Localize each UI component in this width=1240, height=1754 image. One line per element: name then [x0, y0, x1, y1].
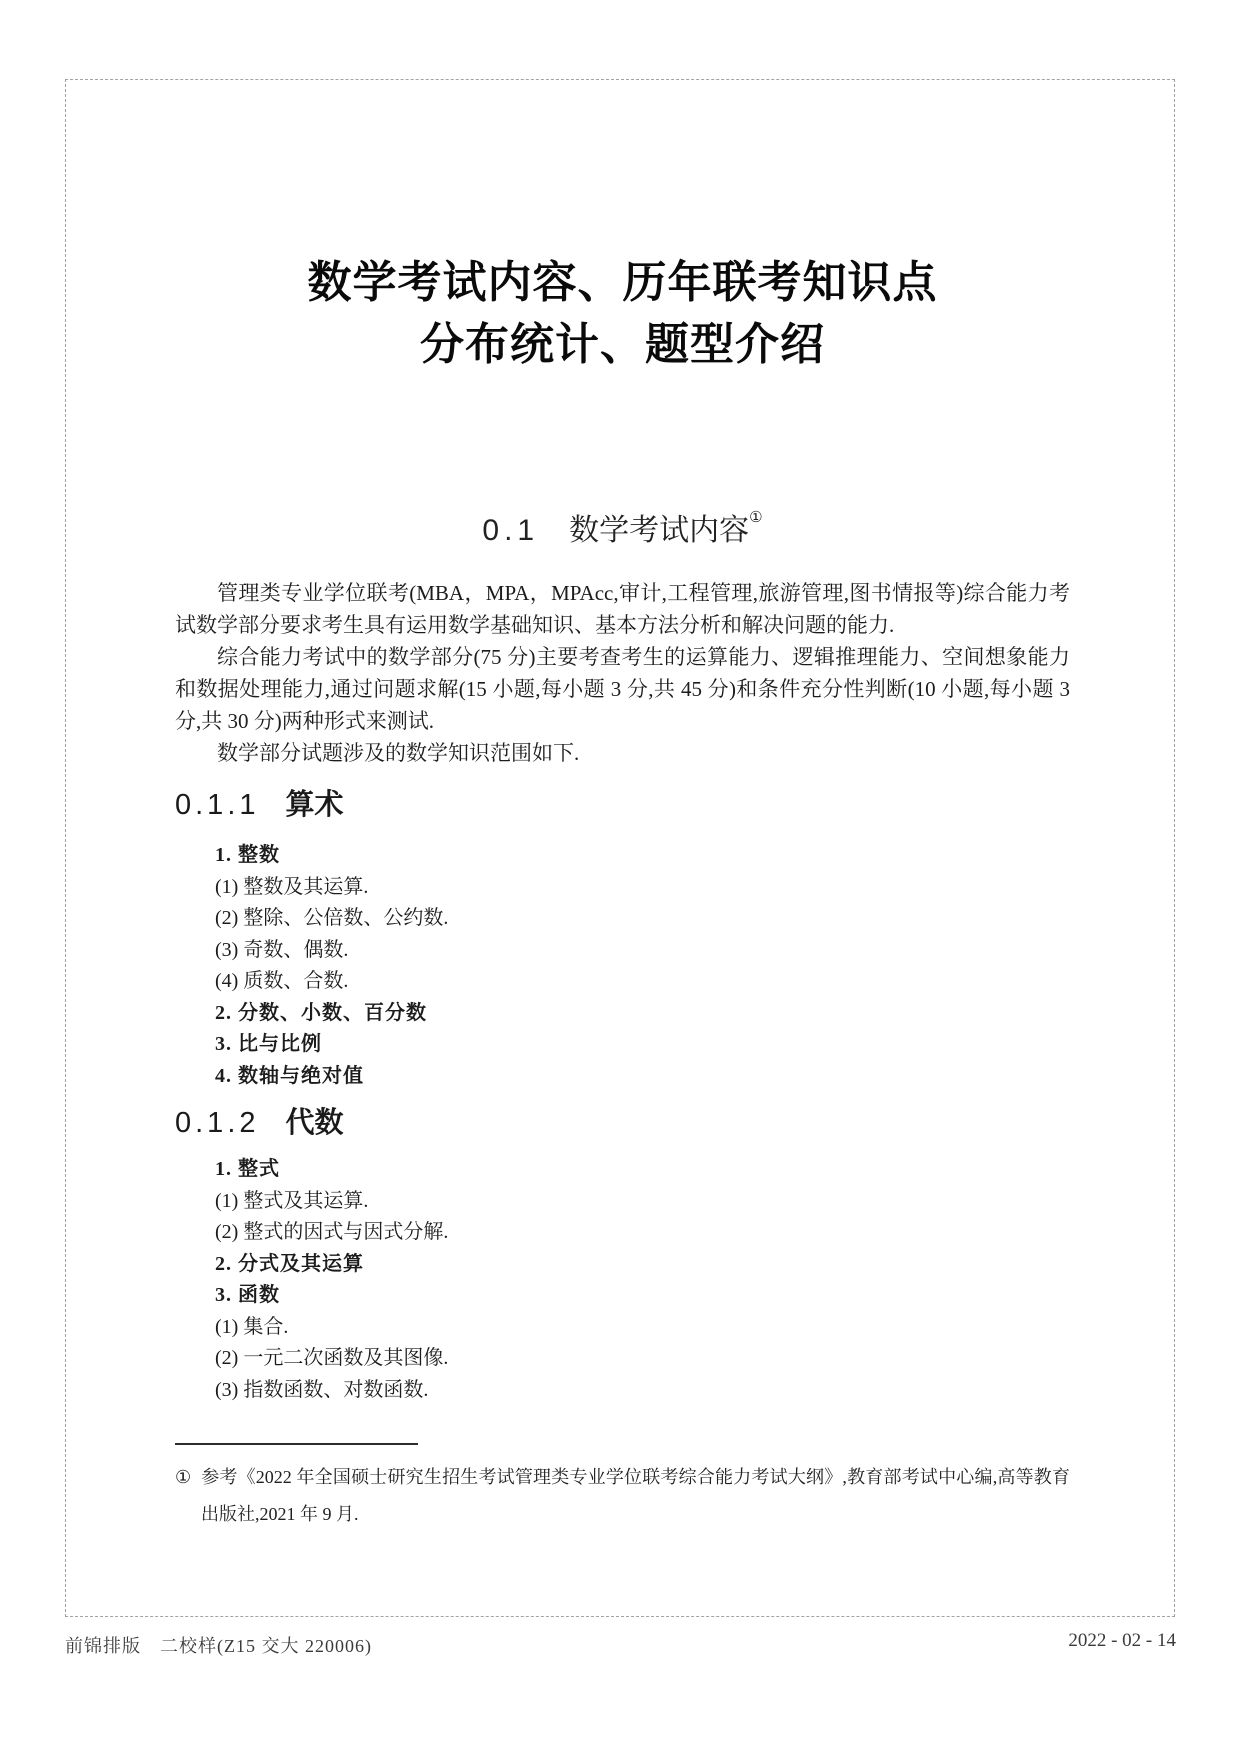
footnote-reference-mark: ①: [749, 509, 763, 526]
section-number: 0.1: [482, 514, 540, 547]
list-item: (3) 奇数、偶数.: [215, 938, 349, 961]
list-item: 1. 整数: [215, 844, 280, 866]
section-heading: [175, 498, 1070, 551]
list-item: (1) 集合.: [215, 1315, 289, 1338]
chapter-title-line2: 分布统计、题型介绍: [420, 320, 825, 369]
subsection-title: 算术: [285, 789, 344, 821]
subsection-heading-arithmetic: [175, 786, 1070, 824]
subsection-title: 代数: [285, 1107, 344, 1139]
subsection-heading-algebra: [175, 1104, 1070, 1142]
list-item: (2) 一元二次函数及其图像.: [215, 1347, 449, 1369]
page-content: [175, 0, 1070, 1533]
knowledge-list-algebra: [215, 1154, 1070, 1406]
footnote-text: 参考《2022 年全国硕士研究生招生考试管理类专业学位联考综合能力考试大纲》,教育部考试中心编,高等教育出版社,2021 年 9 月.: [201, 1467, 1070, 1524]
footnote-marker: ①: [175, 1467, 192, 1487]
chapter-title-line1: 数学考试内容、历年联考知识点: [307, 258, 938, 307]
list-item: (2) 整除、公倍数、公约数.: [215, 907, 449, 929]
list-item: (4) 质数、合数.: [215, 970, 349, 992]
footnote: [175, 1459, 1070, 1533]
list-item: 3. 函数: [215, 1284, 280, 1306]
list-item: 2. 分式及其运算: [215, 1252, 364, 1275]
subsection-number: 0.1.2: [175, 1107, 260, 1139]
list-item: 4. 数轴与绝对值: [215, 1064, 364, 1087]
list-item: 3. 比与比例: [215, 1033, 322, 1055]
footer-date: 2022 - 02 - 14: [1068, 1630, 1176, 1651]
knowledge-list-arithmetic: [215, 840, 1070, 1092]
list-item: (3) 指数函数、对数函数.: [215, 1378, 429, 1401]
chapter-title: [175, 252, 1070, 376]
paragraph: 数学部分试题涉及的数学知识范围如下.: [217, 741, 580, 765]
footnote-divider: [175, 1443, 418, 1445]
paragraph: 综合能力考试中的数学部分(75 分)主要考查考生的运算能力、逻辑推理能力、空间想象能力和数据处理能力,通过问题求解(15 小题,每小题 3 分,共 45 分)和条件充分性判断(10 小题,每小题 3 分,共 30 分)两种形式来测试.: [175, 645, 1070, 733]
paragraph: 管理类专业学位联考(MBA，MPA，MPAcc,审计,工程管理,旅游管理,图书情报等)综合能力考试数学部分要求考生具有运用数学基础知识、基本方法分析和解决问题的能力.: [175, 581, 1070, 637]
section-title: 数学考试内容: [569, 514, 750, 547]
list-item: 2. 分数、小数、百分数: [215, 1001, 427, 1024]
body-paragraphs: [175, 577, 1070, 769]
footer-imprint: 前锦排版 二校样(Z15 交大 220006): [65, 1636, 372, 1656]
list-item: (2) 整式的因式与因式分解.: [215, 1221, 449, 1243]
list-item: 1. 整式: [215, 1158, 280, 1180]
subsection-number: 0.1.1: [175, 789, 260, 821]
list-item: (1) 整式及其运算.: [215, 1189, 369, 1212]
list-item: (1) 整数及其运算.: [215, 875, 369, 898]
